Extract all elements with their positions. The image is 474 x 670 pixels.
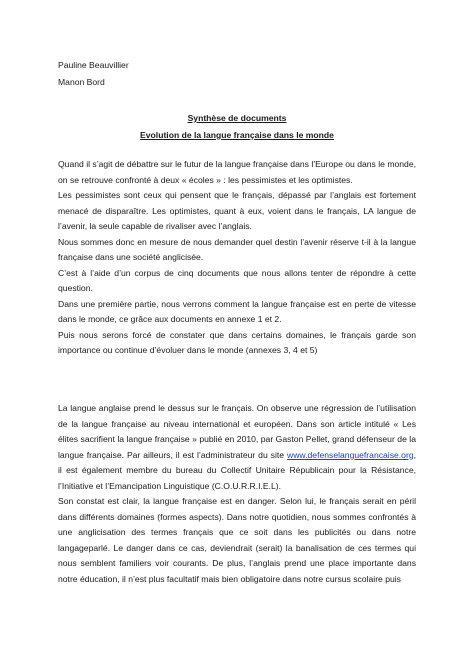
authors-block <box>58 57 129 91</box>
intro-paragraph-4: C’est à l’aide d’un corpus de cinq documents que nous allons tenter de répondre à cette question. <box>58 267 416 293</box>
part-one-paragraph-2: Son constat est clair, la langue française est en danger. Selon lui, le français serait en péril dans différents domaines (formes aspects). Dans notre quotidien, nous sommes confrontés à une anglicisation des termes français que ce soit dans les publicités ou dans notre langageparlé. Le danger dans ce cas, deviendrait (serait) la banalisation de ces termes qui nous semblent familiers voir courants. De plus, l’anglais prend une place importante dans notre éducation, il n’est plus facultatif mais bien obligatoire dans notre cursus scolaire puis <box>58 496 416 584</box>
title-block <box>40 110 434 144</box>
intro-paragraph-2: Les pessimistes sont ceux qui pensent que le français, dépassé par l’anglais est fortement menacé de disparaître. Les optimistes, quant à eux, voient dans le français, LA langue de l’avenir, la seule capable de rivaliser avec l’anglais. <box>58 190 416 231</box>
part-one-text-before-link: La langue anglaise prend le dessus sur le français. On observe une régression de l’utilisation de la langue française au niveau international et européen. Dans son article intitulé « Les élites sacrifient la langue française » publié en 2010, par Gaston Pellet, grand défenseur de la langue française. Par ailleurs, il est l’administrateur du site <box>58 403 416 460</box>
part-one-text-after-link: , il est également membre du bureau du Collectif Unitaire Républicain pour la Résistance, l’Initiative et l’Emancipation Linguistique (C.O.U.R.R.I.E.L). <box>58 449 416 491</box>
document-subtitle: Evolution de la langue française dans le monde <box>140 130 334 140</box>
introduction-section <box>58 157 416 359</box>
author-name-1: Pauline Beauvillier <box>58 60 129 70</box>
intro-paragraph-1: Quand il s’agit de débattre sur le futur de la langue française dans l’Europe ou dans le monde, on se retrouve confronté à deux « écoles » : les pessimistes et les optimistes. <box>58 159 416 185</box>
website-link[interactable]: www.defenselanguefrancaise.org <box>287 449 414 460</box>
document-title: Synthèse de documents <box>187 113 287 123</box>
part-one-section <box>58 401 416 587</box>
part-one-paragraph-1 <box>58 401 416 494</box>
author-name-2: Manon Bord <box>58 77 105 87</box>
intro-paragraph-6: Puis nous serons forcé de constater que dans certains domaines, le français garde son importance ou continue d’évoluer dans le monde (annexes 3, 4 et 5) <box>58 329 416 355</box>
intro-paragraph-5: Dans une première partie, nous verrons comment la langue française est en perte de vitesse dans le monde, ce grâce aux documents en annexe 1 et 2. <box>58 298 416 324</box>
intro-paragraph-3: Nous sommes donc en mesure de nous demander quel destin l’avenir réserve t-il à la langue française dans une société anglicisée. <box>58 236 416 262</box>
